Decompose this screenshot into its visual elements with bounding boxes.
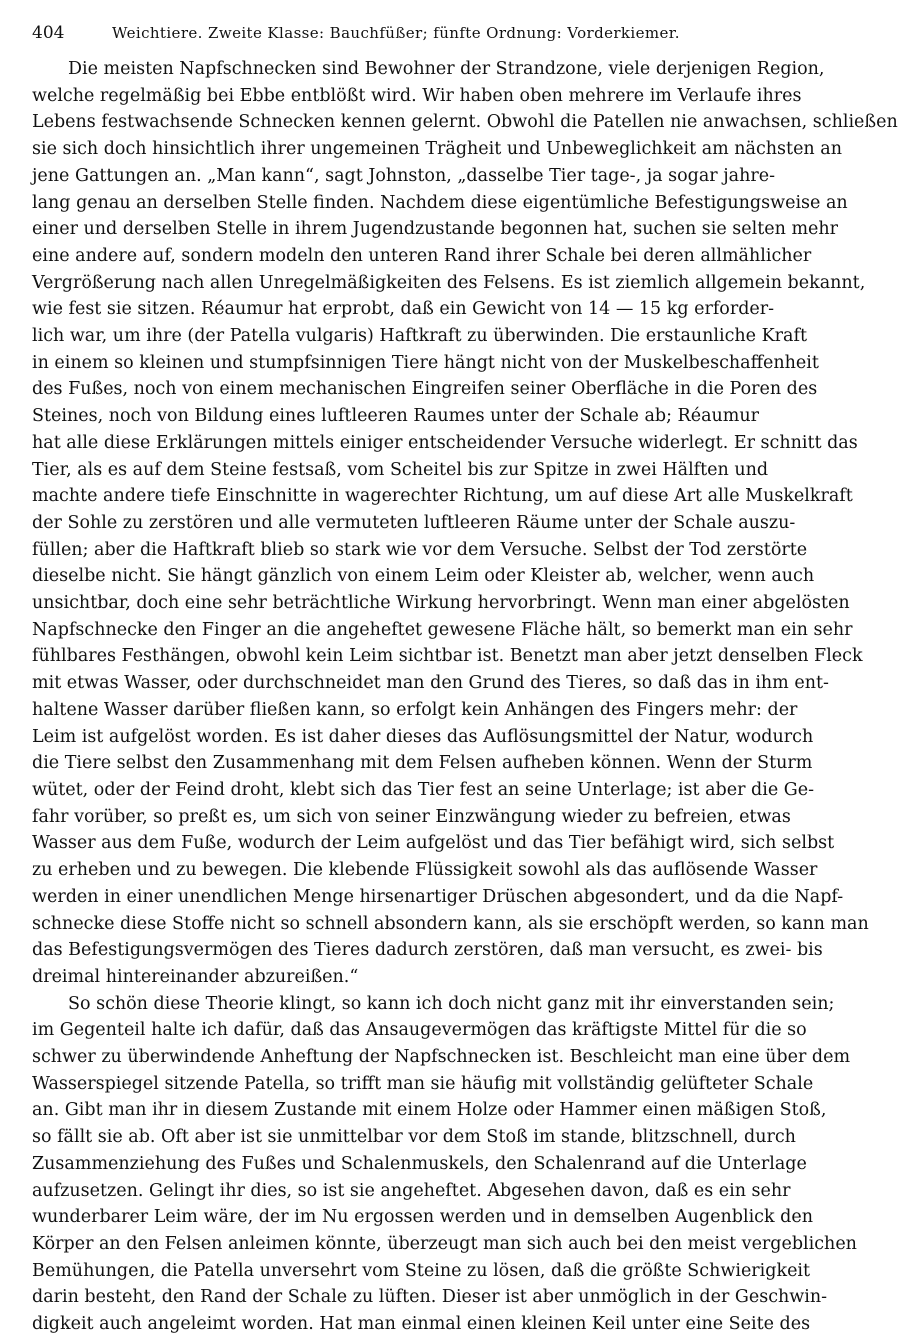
text-line: Napfschnecke den Finger an die angeheftet gewesene Fläche hält, so bemerkt man ein sehr (32, 619, 853, 640)
text-line: Zusammenziehung des Fußes und Schalenmuskels, den Schalenrand auf die Unterlage (32, 1153, 807, 1174)
page-number: 404 (32, 23, 65, 43)
text-line: mit etwas Wasser, oder durchschneidet man den Grund des Tieres, so daß das in ihm ent- (32, 673, 829, 694)
text-line: wie fest sie sitzen. Réaumur hat erprobt, daß ein Gewicht von 14 — 15 kg erforder- (32, 299, 775, 320)
text-line: die Tiere selbst den Zusammenhang mit dem Felsen aufheben können. Wenn der Sturm (32, 753, 813, 774)
text-line: Lebens festwachsende Schnecken kennen gelernt. Obwohl die Patellen nie anwachsen, schließen (32, 112, 898, 133)
text-line: Wasser aus dem Fuße, wodurch der Leim aufgelöst und das Tier befähigt wird, sich selbst (32, 833, 835, 854)
text-line: haltene Wasser darüber fließen kann, so erfolgt kein Anhängen des Fingers mehr: der (32, 699, 798, 720)
text-line: jene Gattungen an. „Man kann“, sagt Johnston, „dasselbe Tier tage-, ja sogar jahre- (32, 165, 775, 186)
text-line: Die meisten Napfschnecken sind Bewohner der Strandzone, viele derjenigen Region, (68, 59, 825, 79)
text-line: Körper an den Felsen anleimen könnte, überzeugt man sich auch bei den meist vergeblichen (32, 1233, 857, 1254)
text-line: aufzusetzen. Gelingt ihr dies, so ist sie angeheftet. Abgesehen davon, daß es ein sehr (32, 1180, 791, 1201)
text-line: an. Gibt man ihr in diesem Zustande mit einem Holze oder Hammer einen mäßigen Stoß, (32, 1100, 827, 1121)
text-line: wunderbarer Leim wäre, der im Nu ergossen werden und in demselben Augenblick den (32, 1207, 813, 1228)
text-line: werden in einer unendlichen Menge hirsenartiger Drüschen abgesondert, und da die Napf- (32, 886, 844, 907)
text-line: in einem so kleinen und stumpfsinnigen Tiere hängt nicht von der Muskelbeschaffenheit (32, 352, 819, 373)
text-line: Wasserspiegel sitzende Patella, so trifft man sie häufig mit vollständig gelüfteter Schale (32, 1073, 814, 1094)
paragraph (32, 991, 857, 1338)
text-line: fahr vorüber, so preßt es, um sich von seiner Einzwängung wieder zu befreien, etwas (32, 806, 791, 827)
text-line: lich war, um ihre (der Patella vulgaris) Haftkraft zu überwinden. Die erstaunliche Kraft (32, 326, 807, 347)
text-line: schwer zu überwindende Anheftung der Napfschnecken ist. Beschleicht man eine über dem (32, 1047, 851, 1068)
page-header (32, 22, 755, 44)
text-line: Tier, als es auf dem Steine festsaß, vom Scheitel bis zur Spitze in zwei Hälften und (32, 459, 769, 480)
text-line: darin besteht, den Rand der Schale zu lüften. Dieser ist aber unmöglich in der Geschwin- (32, 1287, 828, 1308)
text-line: zu erheben und zu bewegen. Die klebende Flüssigkeit sowohl als das auflösende Wasser (32, 860, 818, 881)
text-line: Leim ist aufgelöst worden. Es ist daher dieses das Auflösungsmittel der Natur, wodurch (32, 726, 814, 747)
text-line: Steines, noch von Bildung eines luftleeren Raumes unter der Schale ab; Réaumur (32, 406, 760, 427)
text-line: wütet, oder der Feind droht, klebt sich das Tier fest an seine Unterlage; ist aber die Ge- (32, 779, 814, 800)
text-line: des Fußes, noch von einem mechanischen Eingreifen seiner Oberfläche in die Poren des (32, 379, 818, 400)
text-line: einer und derselben Stelle in ihrem Jugendzustande begonnen hat, suchen sie selten mehr (32, 219, 839, 240)
text-line: sie sich doch hinsichtlich ihrer ungemeinen Trägheit und Unbeweglichkeit am nächsten an (32, 139, 842, 160)
text-line: dieselbe nicht. Sie hängt gänzlich von einem Leim oder Kleister ab, welcher, wenn auch (32, 566, 815, 587)
text-line: digkeit auch angeleimt worden. Hat man einmal einen kleinen Keil unter eine Seite des (32, 1314, 811, 1335)
text-line: welche regelmäßig bei Ebbe entblößt wird. Wir haben oben mehrere im Verlaufe ihres (32, 85, 802, 106)
text-line: So schön diese Theorie klingt, so kann ich doch nicht ganz mit ihr einverstanden sein; (68, 993, 835, 1014)
text-line: eine andere auf, sondern modeln den unteren Rand ihrer Schale bei deren allmählicher (32, 245, 812, 266)
text-line: so fällt sie ab. Oft aber ist sie unmittelbar vor dem Stoß im stande, blitzschnell, durch (32, 1127, 796, 1148)
text-line: fühlbares Festhängen, obwohl kein Leim sichtbar ist. Benetzt man aber jetzt denselben Fleck (32, 646, 863, 667)
text-line: im Gegenteil halte ich dafür, daß das Ansaugevermögen das kräftigste Mittel für die so (32, 1020, 807, 1041)
paragraph (32, 56, 898, 991)
text-line: Vergrößerung nach allen Unregelmäßigkeiten des Felsens. Es ist ziemlich allgemein bekannt, (32, 272, 866, 293)
text-line: der Sohle zu zerstören und alle vermuteten luftleeren Räume unter der Schale auszu- (32, 512, 796, 533)
text-line: unsichtbar, doch eine sehr beträchtliche Wirkung hervorbringt. Wenn man einer abgelösten (32, 593, 850, 614)
text-line: hat alle diese Erklärungen mittels einiger entscheidender Versuche widerlegt. Er schnitt das (32, 432, 858, 453)
text-line: dreimal hintereinander abzureißen.“ (32, 966, 359, 987)
text-line: schnecke diese Stoffe nicht so schnell absondern kann, als sie erschöpft werden, so kann man (32, 913, 869, 934)
running-head: Weichtiere. Zweite Klasse: Bauchfüßer; fünfte Ordnung: Vorderkiemer. (112, 24, 680, 42)
body-text (32, 56, 898, 1338)
text-line: Bemühungen, die Patella unversehrt vom Steine zu lösen, daß die größte Schwierigkeit (32, 1260, 811, 1281)
text-line: füllen; aber die Haftkraft blieb so stark wie vor dem Versuche. Selbst der Tod zerstörte (32, 539, 808, 560)
text-line: das Befestigungsvermögen des Tieres dadurch zerstören, daß man versucht, es zwei- bis (32, 940, 823, 961)
text-line: lang genau an derselben Stelle finden. Nachdem diese eigentümliche Befestigungsweise an (32, 192, 848, 213)
text-line: machte andere tiefe Einschnitte in wagerechter Richtung, um auf diese Art alle Muskelkraft (32, 486, 853, 507)
